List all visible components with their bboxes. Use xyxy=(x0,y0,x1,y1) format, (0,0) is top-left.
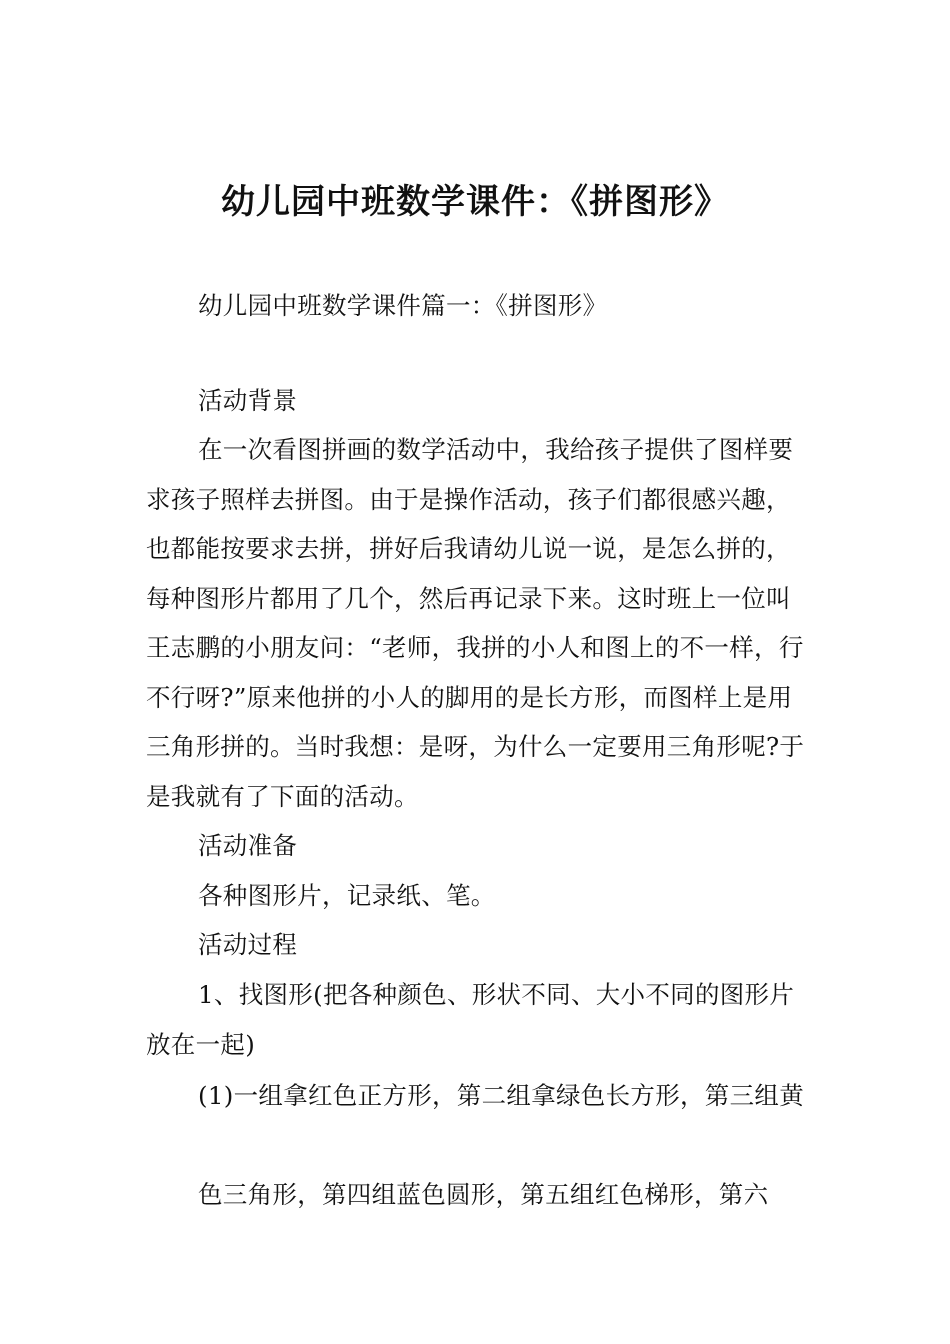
process-step-1: 1、找图形(把各种颜色、形状不同、大小不同的图形片放在一起) xyxy=(146,980,795,1059)
section-heading-preparation: 活动准备 xyxy=(198,831,298,860)
document-subtitle: 幼儿园中班数学课件篇一：《拼图形》 xyxy=(198,291,608,320)
process-step-1-continued: 色三角形，第四组蓝色圆形，第五组红色梯形，第六 xyxy=(198,1180,769,1209)
background-paragraph: 在一次看图拼画的数学活动中，我给孩子提供了图样要求孩子照样去拼图。由于是操作活动，孩子们都很感兴趣，也都能按要求去拼，拼好后我请幼儿说一说，是怎么拼的，每种图形片都用了几个，然后再记录下来。这时班上一位叫王志鹏的小朋友问：“老师，我拼的小人和图上的不一样，行不行呀?”原来他拼的小人的脚用的是长方形，而图样上是用三角形拼的。当时我想：是呀，为什么一定要用三角形呢?于是我就有了下面的活动。 xyxy=(146,435,805,811)
section-heading-process: 活动过程 xyxy=(198,930,298,959)
process-step-1-sub: (1)一组拿红色正方形，第二组拿绿色长方形，第三组黄 xyxy=(198,1081,805,1110)
section-heading-background: 活动背景 xyxy=(198,386,298,415)
document-title: 幼儿园中班数学课件：《拼图形》 xyxy=(221,182,729,222)
preparation-text: 各种图形片，记录纸、笔。 xyxy=(198,881,496,910)
